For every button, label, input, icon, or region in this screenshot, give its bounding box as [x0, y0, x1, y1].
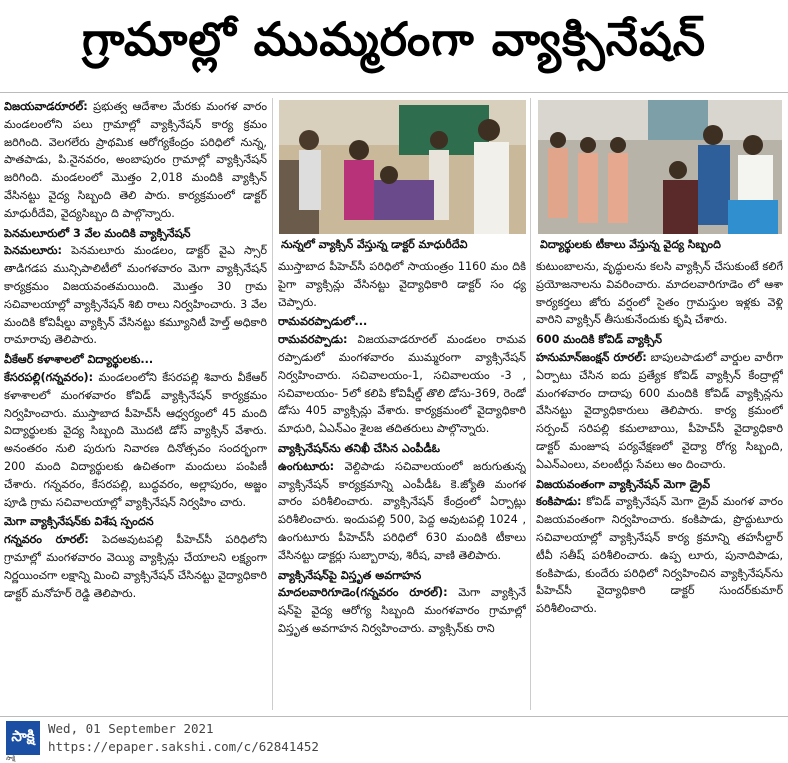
sakshi-logo: సాక్షి [6, 721, 40, 755]
col2-para3 [278, 584, 526, 637]
dateline: ఉంగుటూరు: [278, 459, 335, 473]
column-3 [536, 258, 783, 710]
headline-text: గ్రామాల్లో ముమ్మరంగా వ్యాక్సినేషన్ [81, 12, 707, 66]
col1-para1 [4, 242, 267, 349]
column-divider-2 [530, 98, 531, 710]
dateline: విజయవాడరూరల్: [4, 100, 88, 113]
subheading: వీకేఆర్ కళాశాలలో విద్యార్థులకు... [4, 353, 154, 367]
column-2 [278, 258, 526, 710]
col3-para1 [536, 349, 783, 474]
subheading: వ్యాక్సినేషన్‌పై విస్తృత అవగాహన [278, 568, 422, 582]
paragraph-text: వెల్దిపాడు సచివాలయంలో జరుగుతున్న వ్యాక్సినేషన్ కార్యక్రమాన్ని ఎంపీడీఓ కె.జ్యోతి మంగళ వారం పరిశీలించారు. వ్యాక్సినేషన్ కేంద్రంలో ఏర్పాట్లు పరిశీలించారు. ఇందుపల్లి 500, పెద్ద అవుటపల్లి 1024 , ఉంగుటూరు పీహెచ్‌సీ పరిధిలో 630 మందికి టీకాలు వేసినట్టు డాక్టర్లు సుబ్బారావు, శిరీష, వాణి తెలిపారు. [278, 459, 526, 562]
column-1 [4, 98, 267, 710]
epaper-footer [0, 716, 788, 762]
sakshi-logo-subtext: సాక్షి [6, 755, 16, 762]
paragraph-text: మెగా వ్యాక్సినే షన్‌పై వైద్య ఆరోగ్య సిబ్బంది మంగళవారం గ్రామాల్లో విస్తృత అవగాహన నిర్వహించారు. వ్యాక్సిన్‌కు రాని [278, 586, 526, 635]
col2-para1 [278, 331, 526, 438]
epaper-url[interactable]: https://epaper.sakshi.com/c/62841452 [48, 739, 319, 754]
paragraph-text: పెదఅవుటపల్లి పీహెచ్‌సీ పరిధిలోని గ్రామాల్లో మంగళవారం వెయ్యి వ్యాక్సిన్లు చేయాలని లక్ష్యంగా నిర్ణయించగా లక్షాన్ని మించి వ్యాక్సినేషన్ చేసినట్టు వైద్యాధికారి డాక్టర్ మనోహర్ రెడ్డి తెలిపారు. [4, 533, 267, 600]
paragraph-text: పెనమలూరు మండలం, డాక్టర్ వైఎ స్సార్ తాడిగడప మున్సిపాలిటీలో మంగళవారం మెగా వ్యాక్సినేషన్ కార్యక్రమం విజయవంతమయింది. మొత్తం 30 గ్రామ సచివాలయాల్లో వ్యాక్సినేషన్ శిబి రాలు నిర్వహించారు. 3 వేల మందికి కోవిషీల్డు వ్యాక్సిన్ వేసినట్టు కమ్యూనిటీ హెల్త్ అధికారి రామారావు తెలిపారు. [4, 244, 267, 347]
dateline: హనుమాన్‌జంక్షన్ రూరల్: [536, 350, 647, 364]
col2-para2 [278, 458, 526, 565]
headline [0, 0, 788, 90]
dateline: మాదలవారిగూడెం(గన్నవరం రూరల్): [278, 586, 448, 600]
col3-intro: కుటుంబాలను, వృద్ధులను కలసి వ్యాక్సిన్ చేసుకుంటే కలిగే ప్రయోజనాలను వివరించారు. మాదలవారిగూడెం లో ఆశా కార్యకర్తలు జోరు వర్షంలో సైతం గ్రామస్తుల ఇళ్లకు వెళ్లి వారిని వ్యాక్సిన్ తీసుకునేందుకు కృషి చేశారు. [536, 260, 783, 327]
paragraph-text: ప్రభుత్వ ఆదేశాల మేరకు మంగళ వారం మండలంలోని పలు గ్రామాల్లో వ్యాక్సినేషన్ కార్య క్రమం జరిగింది. వెలగలేరు ప్రాథమిక ఆరోగ్యకేంద్రం పరిధిలో నున్న, పాతపాడు, పి.నైనవరం, అంబాపురం గ్రామాల్లో వ్యాక్సినేషన్ జరిగింది. మండలంలో మొత్తం 2,018 మందికి వ్యాక్సిన్ వేసినట్టు వైద్య సిబ్బంది తెలి పారు. కార్యక్రమంలో డాక్టర్ మాధురీదేవి, వైద్యసిబ్బం ది పాల్గొన్నారు. [4, 100, 267, 220]
photo-vaccination-nunna-image [279, 100, 526, 234]
photo-students-vaccination-image [538, 100, 782, 234]
paragraph-text: బాపులపాడులో వార్డుల వారీగా ఏర్పాటు చేసిన ఐదు ప్రత్యేక కోవిడ్ వ్యాక్సిన్ కేంద్రాల్లో మంగళవారం దాదాపు 600 మందికి కోవిడ్ వ్యాక్సిన్లను వేసినట్టు వైద్యాధికారులు తెలిపారు. కార్య క్రమంలో సర్పంచ్ సరిపల్లి కమలాబాయి, పీహెచ్‌సీ వైద్యాధికారి డాక్టర్ మంజూష పర్యవేక్షణలో వైద్యా రోగ్య సిబ్బంది, ఏఎన్ఎంలు, వలంటీర్లు సేవలు అం దించారు. [536, 350, 783, 471]
column-divider-1 [272, 98, 273, 710]
headline-rule [0, 92, 788, 93]
subheading: పెనమలూరులో 3 వేల మందికి వ్యాక్సినేషన్ [4, 226, 191, 240]
paragraph-text: మండలంలోని కేసరపల్లి శివారు వీకేఆర్ కళాశాలలో మంగళవారం కోవిడ్ వ్యాక్సినేషన్ కార్యక్రమం నిర్వహించారు. ముస్తాబాద పీహెచ్‌సీ ఆధ్వర్యంలో 45 మంది విద్యార్థులకు వైద్య సిబ్బంది మొదటి డోస్ వ్యాక్సిన్ వేశారు. అనంతరం నులి పురుగు నివారణ దినోత్సవం సందర్భంగా 200 మంది విద్యార్థులకు ఉచితంగా మందులు పంపిణీ చేశారు. గన్నవరం, కేసరపల్లి, బుద్ధవరం, అల్లాపురం, అజ్జం పూడి గ్రామ సచివాలయాల్లో వ్యాక్సినేషన్ నిర్వహిం చారు. [4, 370, 267, 509]
photo-caption-2: విద్యార్థులకు టీకాలు వేస్తున్న వైద్య సిబ్బంది [540, 238, 721, 251]
dateline: కంకిపాడు: [536, 495, 582, 509]
col2-intro: ముస్తాబాద పీహెచ్‌సీ పరిధిలో సాయంత్రం 1160 మం దికి పైగా వ్యాక్సిన్లు వేసినట్టు వైద్యాధికారి డాక్టర్ సం ధ్య చెప్పారు. [278, 260, 526, 309]
col3-para2 [536, 493, 783, 618]
subheading: విజయవంతంగా వ్యాక్సినేషన్ మెగా డ్రైవ్ [536, 477, 711, 491]
dateline: గన్నవరం రూరల్: [4, 533, 89, 547]
subheading: 600 మందికి కోవిడ్ వ్యాక్సిన్ [536, 333, 662, 347]
col1-para2 [4, 369, 267, 511]
subheading: మెగా వ్యాక్సినేషన్‌కు విశేష స్పందన [4, 515, 154, 529]
dateline: కేసరపల్లి(గన్నవరం): [4, 370, 94, 384]
photo-caption-1: నున్నలో వ్యాక్సిన్ వేస్తున్న డాక్టర్ మాధురీదేవి [281, 238, 468, 251]
col1-intro [4, 98, 267, 223]
subheading: రామవరప్పాడులో... [278, 315, 368, 329]
subheading: వ్యాక్సినేషన్‌ను తనిఖీ చేసిన ఎంపీడీఓ [278, 441, 440, 455]
paragraph-text: కోవిడ్ వ్యాక్సినేషన్ మెగా డ్రైవ్ మంగళ వారం విజయవంతంగా నిర్వహించారు. కంకిపాడు, ప్రొద్దుటూరు సచివాలయాల్లో వ్యాక్సినేషన్ కార్య క్రమాన్ని తహసీల్దార్ టీవీ సతీష్ పరిశీలించారు. ఉప్ప లూరు, పునాదిపాడు, కంకిపాడు, కుందేరు పరిధిలో నిర్వహించిన వ్యాక్సినేషన్‌ను పీహెచ్‌సీ వైద్యాధికారి డాక్టర్ సుందర్‌కుమార్ పరిశీలించారు. [536, 495, 783, 616]
edition-date: Wed, 01 September 2021 [48, 721, 214, 736]
photo-students-vaccination [538, 100, 782, 234]
paragraph-text: విజయవాడరూరల్ మండలం రామవ రప్పాడులో మంగళవారం ముమ్మరంగా వ్యాక్సినేషన్ నిర్వహించారు. సచివాలయం-1, సచివాలయం -3 , సచివాలయం- 5లో కలిపి కోవిషీల్డ్ తొలి డోసు-369, రెండో డోసు 405 వ్యాక్సిన్లు వేశారు. కార్యక్రమంలో వైద్యాధికారి మాధురి, ఏఎన్‌ఎం శైలజ తదితరులు పాల్గొన్నారు. [278, 333, 526, 436]
dateline: పెనమలూరు: [4, 244, 63, 258]
photo-vaccination-nunna [279, 100, 526, 234]
col1-para3 [4, 531, 267, 602]
dateline: రామవరప్పాడు: [278, 333, 348, 347]
